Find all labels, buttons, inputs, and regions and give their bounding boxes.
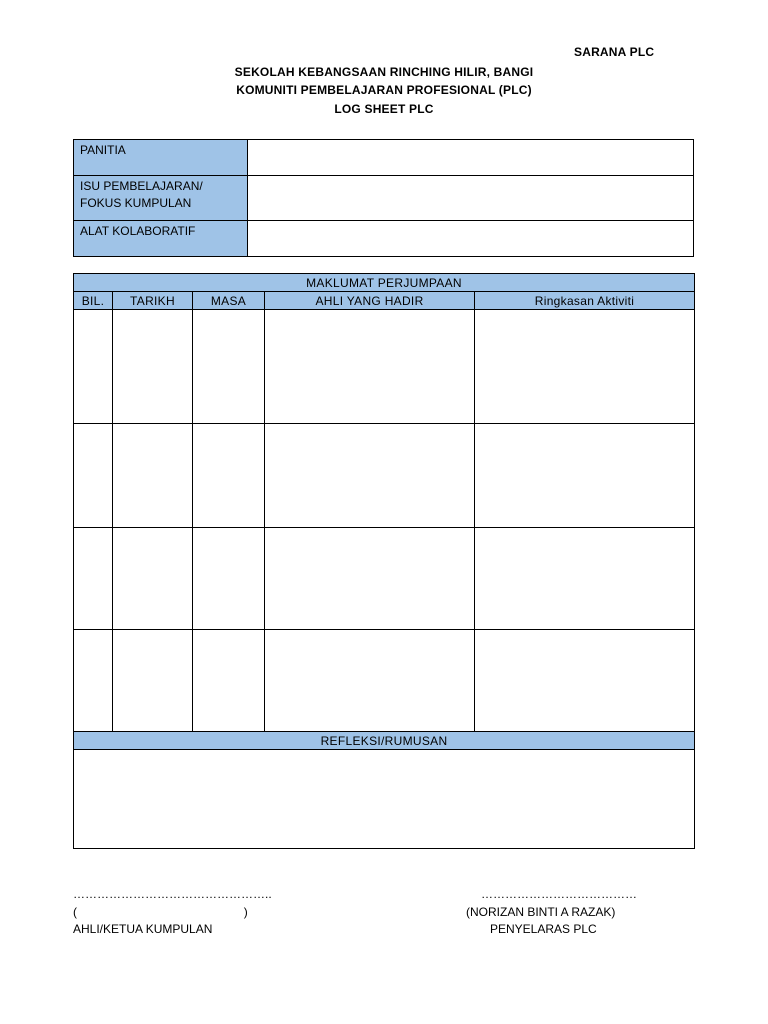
cell-tarikh[interactable] (113, 630, 193, 732)
table-row (74, 630, 695, 732)
cell-ahli[interactable] (265, 528, 475, 630)
info-table (73, 139, 694, 257)
cell-ringkasan[interactable] (475, 424, 695, 528)
right-signature-line: ………………………………… (481, 887, 637, 901)
alat-field[interactable] (248, 221, 694, 257)
column-header-ringkasan: Ringkasan Aktiviti (475, 292, 695, 310)
cell-masa[interactable] (193, 630, 265, 732)
table-row (74, 528, 695, 630)
cell-tarikh[interactable] (113, 424, 193, 528)
isu-label-line1: ISU PEMBELAJARAN/ (80, 179, 203, 193)
cell-ringkasan[interactable] (475, 310, 695, 424)
panitia-field[interactable] (248, 140, 694, 176)
cell-ahli[interactable] (265, 630, 475, 732)
cell-tarikh[interactable] (113, 528, 193, 630)
cell-bil[interactable] (74, 528, 113, 630)
left-signature-role: AHLI/KETUA KUMPULAN (73, 922, 213, 936)
reflection-field[interactable] (74, 750, 695, 849)
isu-label (74, 176, 248, 221)
column-header-bil: BIL. (74, 292, 113, 310)
cell-masa[interactable] (193, 424, 265, 528)
right-signature-role: PENYELARAS PLC (490, 922, 597, 936)
community-title: KOMUNITI PEMBELAJARAN PROFESIONAL (PLC) (236, 83, 532, 97)
table-row (74, 424, 695, 528)
cell-bil[interactable] (74, 630, 113, 732)
cell-ringkasan[interactable] (475, 630, 695, 732)
alat-label: ALAT KOLABORATIF (74, 221, 248, 257)
section-title: MAKLUMAT PERJUMPAAN (74, 274, 695, 292)
left-signature-name: ( ) (73, 905, 248, 919)
cell-bil[interactable] (74, 424, 113, 528)
table-row (74, 310, 695, 424)
right-signature-name: (NORIZAN BINTI A RAZAK) (466, 905, 616, 919)
school-name: SEKOLAH KEBANGSAAN RINCHING HILIR, BANGI (234, 65, 534, 79)
isu-label-line2: FOKUS KUMPULAN (80, 196, 192, 210)
page-title: LOG SHEET PLC (334, 102, 434, 116)
cell-masa[interactable] (193, 310, 265, 424)
cell-masa[interactable] (193, 528, 265, 630)
document-tag: SARANA PLC (574, 45, 655, 59)
left-signature-line: ………………………………………….. (73, 887, 272, 901)
isu-field[interactable] (248, 176, 694, 221)
cell-ahli[interactable] (265, 310, 475, 424)
meeting-log-table (73, 273, 695, 849)
reflection-title: REFLEKSI/RUMUSAN (74, 732, 695, 750)
cell-tarikh[interactable] (113, 310, 193, 424)
panitia-label: PANITIA (74, 140, 248, 176)
cell-ringkasan[interactable] (475, 528, 695, 630)
column-header-ahli: AHLI YANG HADIR (265, 292, 475, 310)
column-header-tarikh: TARIKH (113, 292, 193, 310)
column-header-masa: MASA (193, 292, 265, 310)
cell-bil[interactable] (74, 310, 113, 424)
cell-ahli[interactable] (265, 424, 475, 528)
